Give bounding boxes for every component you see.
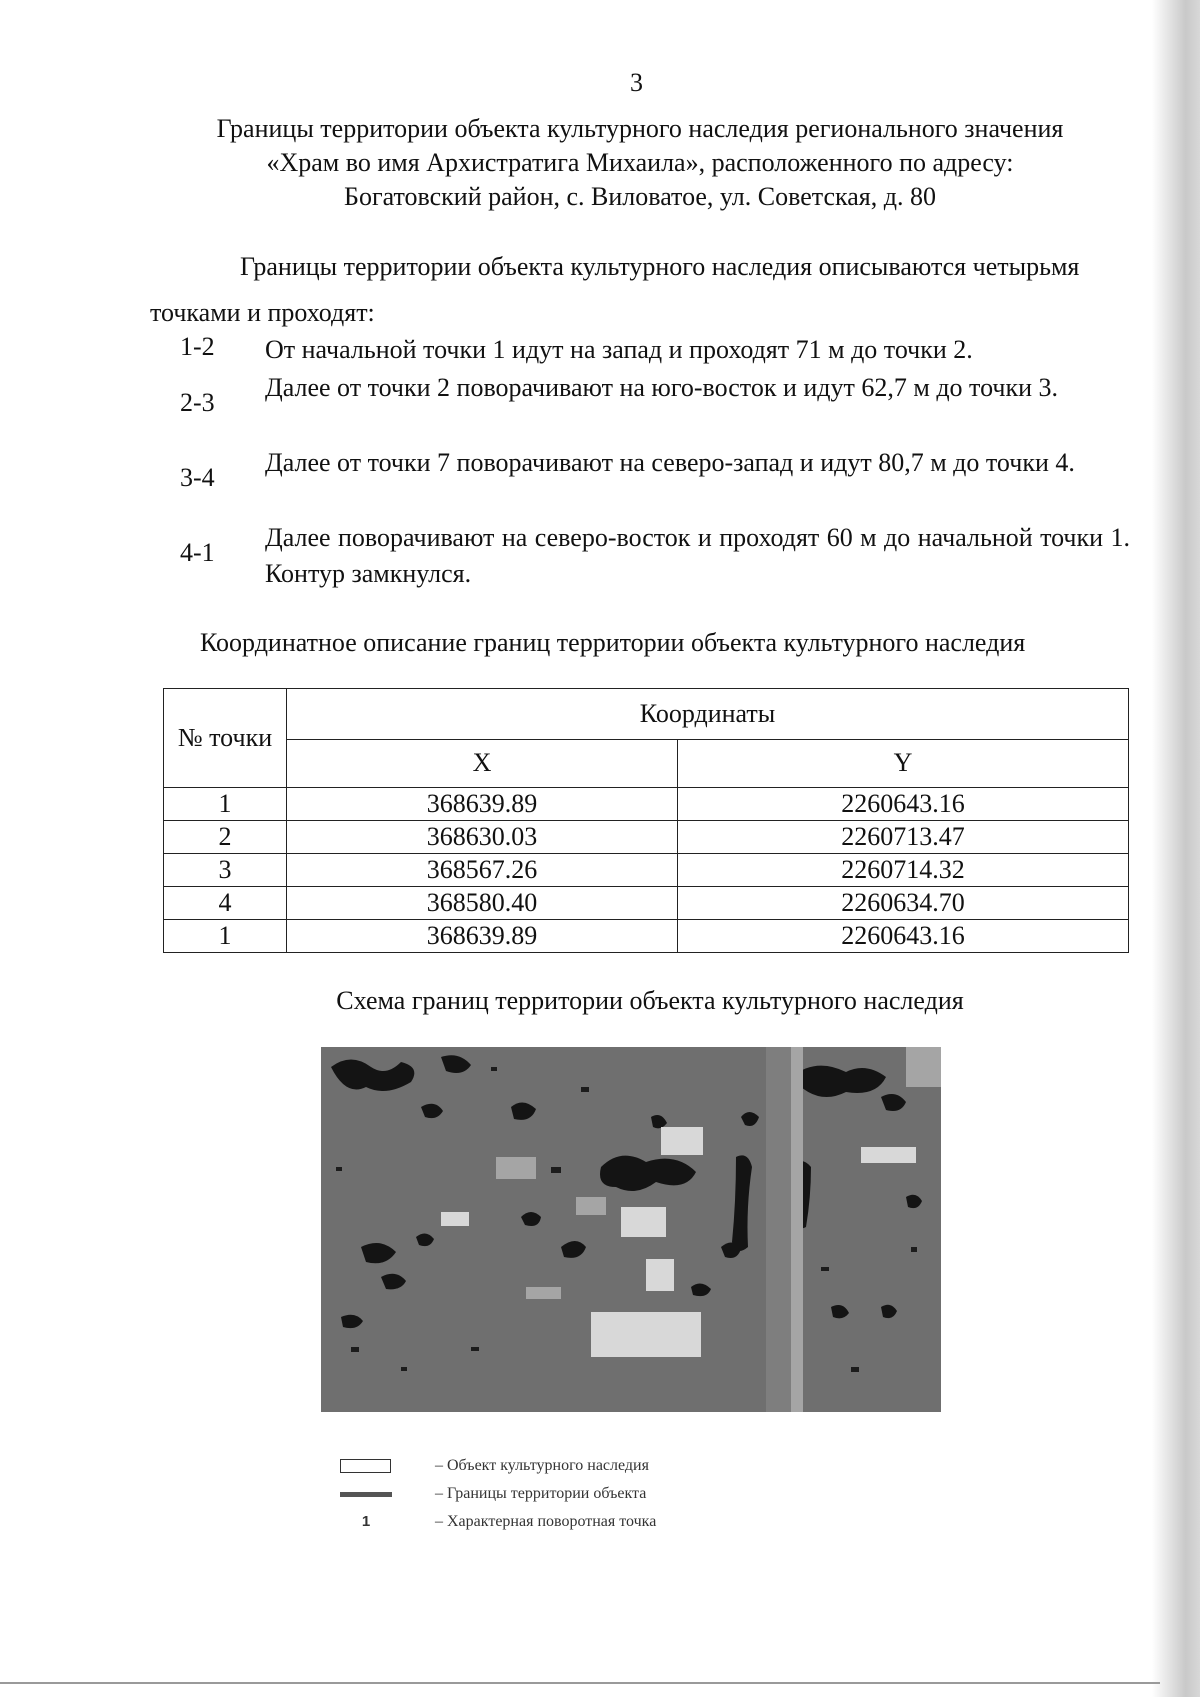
cell-point: 3: [164, 854, 287, 887]
intro-paragraph: [150, 244, 1130, 336]
aerial-photo: [321, 1047, 941, 1412]
cell-y: 2260713.47: [678, 821, 1129, 854]
cell-y: 2260714.32: [678, 854, 1129, 887]
coordinates-caption: Координатное описание границ территории объекта культурного наследия: [200, 628, 1026, 657]
title-line-2: «Храм во имя Архистратига Михаила», расположенного по адресу:: [266, 148, 1014, 177]
boundary-line-icon: [340, 1492, 392, 1497]
cell-x: 368639.89: [287, 788, 678, 821]
segment-number: 4-1: [180, 538, 215, 567]
cell-x: 368630.03: [287, 821, 678, 854]
cell-x: 368639.89: [287, 920, 678, 953]
scheme-caption: Схема границ территории объекта культурного наследия: [336, 986, 964, 1015]
coordinates-table: [163, 688, 1129, 953]
cell-y: 2260634.70: [678, 887, 1129, 920]
document-title: [170, 112, 1110, 214]
cell-point: 1: [164, 788, 287, 821]
scan-edge-shadow: [1152, 0, 1200, 1697]
table-row: [164, 887, 1129, 920]
header-coordinates: Координаты: [287, 689, 1129, 740]
segment-number: 2-3: [180, 388, 215, 417]
header-point-number: № точки: [164, 689, 287, 788]
intro-line-1: Границы территории объекта культурного наследия описываются четырьмя: [240, 252, 1080, 281]
header-y: Y: [678, 739, 1129, 787]
page-number: 3: [630, 68, 643, 97]
cell-y: 2260643.16: [678, 788, 1129, 821]
legend-item-object: [340, 1455, 840, 1479]
table-row: [164, 821, 1129, 854]
table-row: [164, 854, 1129, 887]
legend-item-boundary: [340, 1483, 840, 1507]
cell-point: 2: [164, 821, 287, 854]
table-row: [164, 920, 1129, 953]
table-row: [164, 788, 1129, 821]
cell-point: 1: [164, 920, 287, 953]
header-x: X: [287, 739, 678, 787]
segment-text: Далее от точки 2 поворачивают на юго-восток и идут 62,7 м до точки 3.: [265, 373, 1059, 402]
intro-line-2: точками и проходят:: [150, 298, 375, 327]
legend-label: – Границы территории объекта: [435, 1485, 647, 1502]
aerial-scheme-image: [321, 1047, 941, 1412]
cell-x: 368567.26: [287, 854, 678, 887]
legend-label: – Характерная поворотная точка: [435, 1513, 657, 1530]
outline-rectangle-icon: [340, 1459, 391, 1473]
segment-text: Далее от точки 7 поворачивают на северо-запад и идут 80,7 м до точки 4.: [265, 448, 1075, 477]
title-line-3: Богатовский район, с. Виловатое, ул. Советская, д. 80: [344, 182, 936, 211]
cell-point: 4: [164, 887, 287, 920]
legend-item-point: [340, 1511, 840, 1535]
segment-number: 1-2: [180, 332, 215, 361]
segment-text: От начальной точки 1 идут на запад и проходят 71 м до точки 2.: [265, 335, 973, 364]
segment-text: Далее поворачивают на северо-восток и проходят 60 м до начальной точки 1. Контур замкнулся.: [265, 523, 1130, 588]
point-number-icon: 1: [361, 1513, 371, 1530]
segment-number: 3-4: [180, 463, 215, 492]
scan-bottom-edge: [0, 1682, 1160, 1684]
cell-x: 368580.40: [287, 887, 678, 920]
legend-label: – Объект культурного наследия: [435, 1457, 649, 1474]
cell-y: 2260643.16: [678, 920, 1129, 953]
title-line-1: Границы территории объекта культурного наследия регионального значения: [216, 114, 1064, 143]
